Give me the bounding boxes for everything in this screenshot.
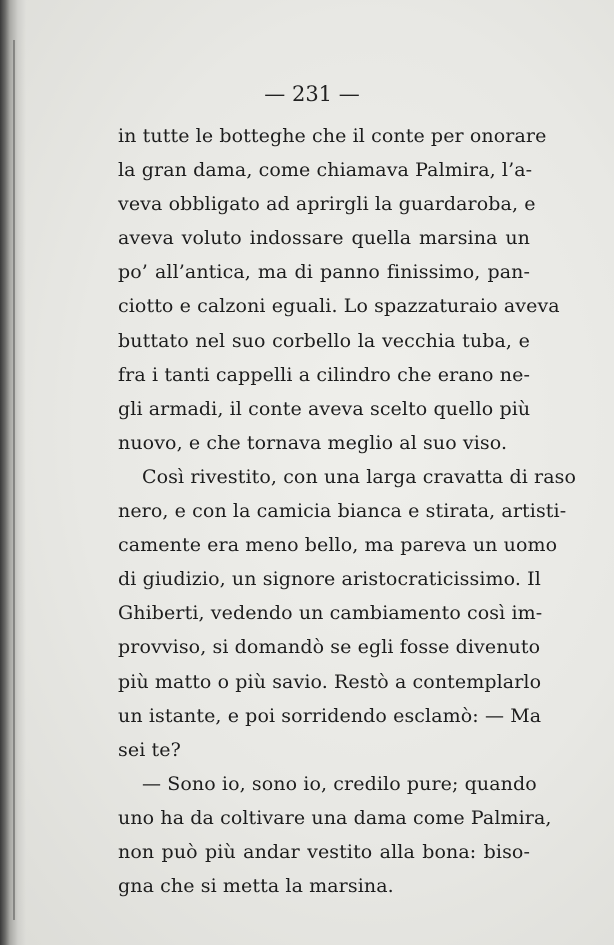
text-line: buttato nel suo corbello la vecchia tuba, e — [118, 329, 530, 352]
text-line: la gran dama, come chiamava Palmira, l’a- — [118, 159, 533, 182]
body-text — [118, 119, 577, 903]
text-line: di giudizio, un signore aristocraticissimo. Il — [118, 568, 541, 591]
text-line: — Sono io, sono io, credilo pure; quando — [142, 772, 537, 795]
page-number: — 231 — — [264, 82, 360, 106]
text-line: un istante, e poi sorridendo esclamò: — Ma — [118, 704, 542, 727]
text-line: nuovo, e che tornava meglio al suo viso. — [118, 431, 508, 454]
text-line: Così rivestito, con una larga cravatta di raso — [142, 465, 577, 488]
text-line: più matto o più savio. Restò a contemplarlo — [118, 670, 542, 693]
text-line: gna che si metta la marsina. — [118, 875, 394, 898]
text-line: non può più andar vestito alla bona: biso- — [118, 840, 530, 863]
binding-edge — [13, 40, 15, 920]
text-line: gli armadi, il conte aveva scelto quello più — [118, 397, 531, 420]
text-line: fra i tanti cappelli a cilindro che erano ne- — [118, 363, 530, 386]
text-line: provviso, si domandò se egli fosse divenuto — [118, 636, 541, 659]
text-line: nero, e con la camicia bianca e stirata, artisti- — [118, 500, 567, 523]
text-line: in tutte le botteghe che il conte per onorare — [118, 125, 547, 147]
text-line: veva obbligato ad aprirgli la guardaroba, e — [118, 193, 536, 216]
text-line: Ghiberti, vedendo un cambiamento così im- — [118, 602, 543, 625]
text-line: uno ha da coltivare una dama come Palmira, — [118, 806, 552, 829]
text-line: po’ all’antica, ma di panno finissimo, pan- — [118, 261, 530, 284]
page-binding-shadow — [0, 0, 26, 945]
text-line: ciotto e calzoni eguali. Lo spazzaturaio aveva — [118, 295, 560, 318]
text-line: aveva voluto indossare quella marsina un — [118, 227, 530, 250]
text-line: camente era meno bello, ma pareva un uomo — [118, 534, 558, 557]
text-line: sei te? — [118, 738, 181, 761]
